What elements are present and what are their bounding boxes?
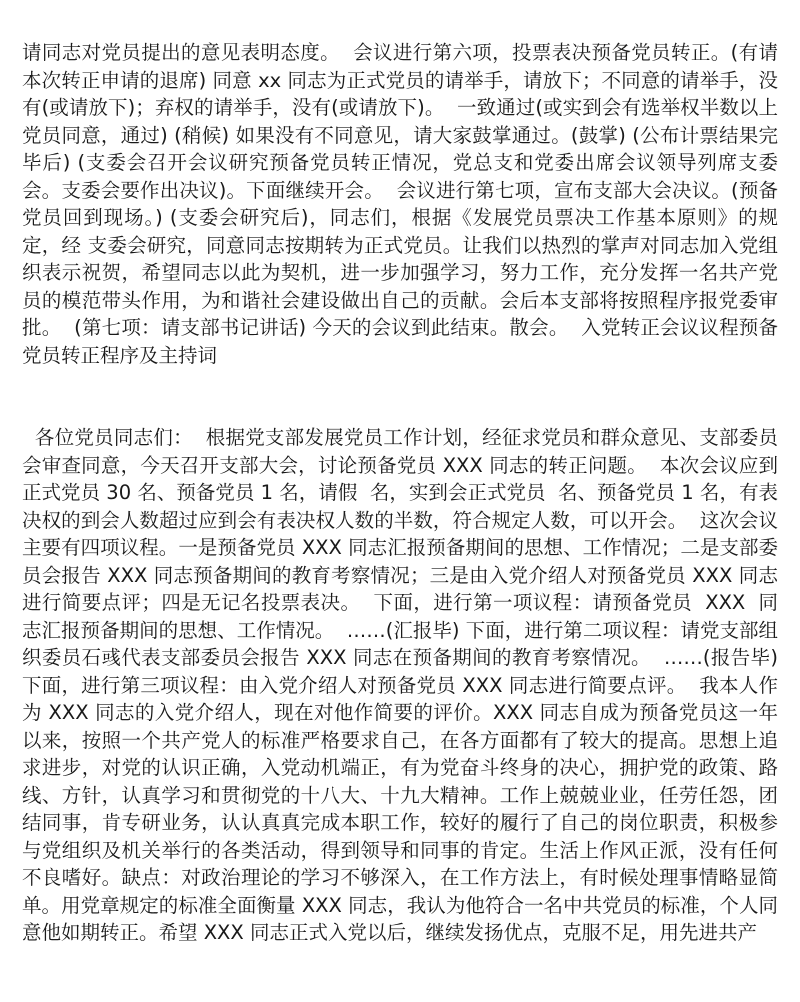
document-body <box>22 0 785 1002</box>
paragraph-chair-address: 各位党员同志们： 根据党支部发展党员工作计划，经征求党员和群众意见、支部委员会审查同意，今天召开支部大会，讨论预备党员 XXX 同志的转正问题。 本次会议应到正式党员 30 名、预备党员 1 名，请假 名，实到会正式党员 名、预备党员 1 名，有表决权的到会人数超过应到会有表决权人数的半数，符合规定人数，可以开会。 这次会议主要有四项议程。一是预备党员 XXX 同志汇报预备期间的思想、工作情况；二是支部委员会报告 XXX 同志预备期间的教育考察情况；三是由入党介绍人对预备党员 XXX 同志进行简要点评；四是无记名投票表决。 下面，进行第一项议程：请预备党员 XXX 同志汇报预备期间的思想、工作情况。 ……(汇报毕) 下面，进行第二项议程：请党支部组织委员石彧代表支部委员会报告 XXX 同志在预备期间的教育考察情况。 ……(报告毕) 下面，进行第三项议程：由入党介绍人对预备党员 XXX 同志进行简要点评。 我本人作为 XXX 同志的入党介绍人，现在对他作简要的评价。XXX 同志自成为预备党员这一年以来，按照一个共产党人的标准严格要求自己，在各方面都有了较大的提高。思想上追求进步，对党的认识正确，入党动机端正，有为党奋斗终身的决心，拥护党的政策、路线、方针，认真学习和贯彻党的十八大、十九大精神。工作上兢兢业业，任劳任怨，团结同事，肯专研业务，认认真真完成本职工作，较好的履行了自己的岗位职责，积极参与党组织及机关举行的各类活动，得到领导和同事的肯定。生活上作风正派，没有任何不良嗜好。缺点：对政治理论的学习不够深入，在工作方法上，有时候处理事情略显简单。用党章规定的标准全面衡量 XXX 同志，我认为他符合一名中共党员的标准，个人同意他如期转正。希望 XXX 同志正式入党以后，继续发扬优点，克服不足，用先进共产 <box>22 426 785 944</box>
paragraph-meeting-procedure: 请同志对党员提出的意见表明态度。 会议进行第六项，投票表决预备党员转正。(有请本次转正申请的退席) 同意 xx 同志为正式党员的请举手，请放下；不同意的请举手，没有(或请放下)；弃权的请举手，没有(或请放下)。 一致通过(或实到会有选举权半数以上党员同意，通过) (稍候) 如果没有不同意见，请大家鼓掌通过。(鼓掌) (公布计票结果完毕后) (支委会召开会议研究预备党员转正情况，党总支和党委出席会议领导列席支委会。支委会要作出决议)。下面继续开会。 会议进行第七项，宣布支部大会决议。(预备党员回到现场。) (支委会研究后)，同志们，根据《发展党员票决工作基本原则》的规定，经 支委会研究，同意同志按期转为正式党员。让我们以热烈的掌声对同志加入党组织表示祝贺，希望同志以此为契机，进一步加强学习，努力工作，充分发挥一名共产党员的模范带头作用，为和谐社会建设做出自己的贡献。会后本支部将按照程序报党委审批。 (第七项：请支部书记讲话) 今天的会议到此结束。散会。 入党转正会议议程预备党员转正程序及主持词 <box>22 41 778 367</box>
